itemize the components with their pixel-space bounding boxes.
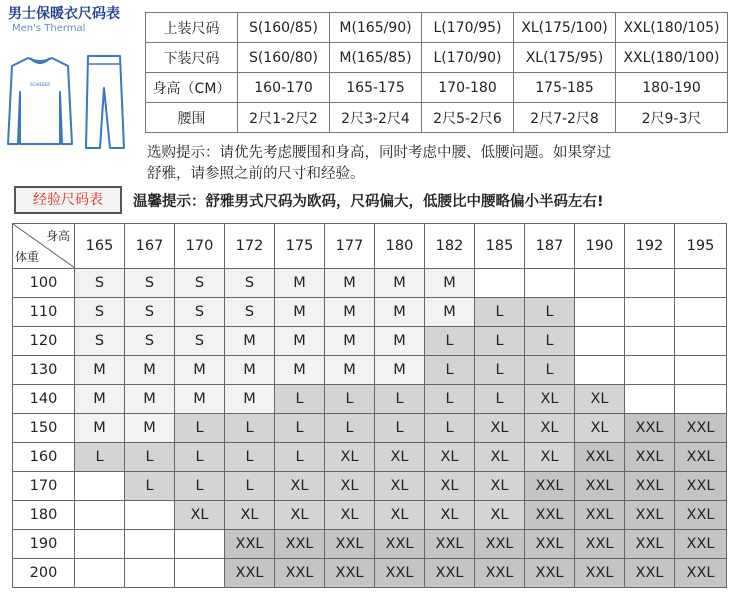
size-cell: XXL — [425, 559, 475, 588]
size-chart-row-label: 腰围 — [146, 103, 238, 133]
size-cell: S — [175, 269, 225, 298]
size-chart-cell: L(170/95) — [422, 13, 514, 43]
size-cell: L — [475, 385, 525, 414]
size-cell: XXL — [625, 414, 675, 443]
size-chart-row-label: 下装尺码 — [146, 43, 238, 73]
size-cell: M — [75, 414, 125, 443]
size-cell: M — [425, 269, 475, 298]
height-header: 177 — [325, 224, 375, 269]
brand-header — [8, 6, 140, 35]
size-cell: XXL — [675, 501, 727, 530]
height-header: 190 — [575, 224, 625, 269]
size-cell: S — [125, 298, 175, 327]
size-cell: XXL — [625, 472, 675, 501]
size-cell: XL — [425, 443, 475, 472]
size-cell — [675, 356, 727, 385]
size-cell — [175, 559, 225, 588]
experience-row — [13, 559, 727, 588]
size-cell: M — [325, 327, 375, 356]
height-header: 172 — [225, 224, 275, 269]
weight-header: 140 — [13, 385, 75, 414]
size-cell — [125, 501, 175, 530]
size-cell — [125, 559, 175, 588]
size-cell: M — [325, 298, 375, 327]
size-cell: XXL — [525, 501, 575, 530]
size-chart-cell: 165-175 — [330, 73, 422, 103]
purchase-tip — [147, 143, 742, 185]
size-cell: L — [525, 298, 575, 327]
brand-title: 男士保暖衣尺码表 — [8, 6, 120, 22]
height-header: 180 — [375, 224, 425, 269]
size-cell: M — [275, 327, 325, 356]
size-cell: XXL — [475, 530, 525, 559]
corner-cell — [13, 224, 75, 269]
size-cell: M — [225, 385, 275, 414]
experience-row — [13, 269, 727, 298]
size-cell: XL — [525, 385, 575, 414]
experience-row — [13, 472, 727, 501]
size-cell: S — [225, 298, 275, 327]
size-cell: M — [275, 356, 325, 385]
size-cell: L — [225, 443, 275, 472]
height-header: 175 — [275, 224, 325, 269]
experience-row — [13, 443, 727, 472]
size-cell: XXL — [325, 530, 375, 559]
size-cell: XL — [275, 501, 325, 530]
size-chart-cell: L(170/90) — [422, 43, 514, 73]
height-header: 185 — [475, 224, 525, 269]
size-cell — [675, 298, 727, 327]
size-cell: XL — [475, 501, 525, 530]
size-cell: L — [425, 327, 475, 356]
purchase-tip-line1: 选购提示：请优先考虑腰围和身高，同时考虑中腰、低腰问题。如果穿过 — [147, 145, 611, 161]
size-cell: XL — [575, 385, 625, 414]
size-cell: L — [325, 385, 375, 414]
size-cell — [625, 327, 675, 356]
height-header: 167 — [125, 224, 175, 269]
size-cell — [575, 269, 625, 298]
size-cell: XL — [475, 443, 525, 472]
size-cell: XXL — [475, 559, 525, 588]
size-cell: XL — [525, 414, 575, 443]
size-cell — [75, 530, 125, 559]
size-cell: XXL — [625, 530, 675, 559]
size-chart-row-label: 上装尺码 — [146, 13, 238, 43]
size-chart-cell: 2尺3-2尺4 — [330, 103, 422, 133]
size-cell: XL — [175, 501, 225, 530]
size-cell — [575, 356, 625, 385]
corner-weight-label: 体重 — [15, 250, 40, 264]
size-cell: M — [425, 298, 475, 327]
size-cell: XL — [575, 414, 625, 443]
brand-subtitle: Men's Thermal — [12, 23, 86, 34]
size-chart-cell: M(165/85) — [330, 43, 422, 73]
size-cell: M — [225, 327, 275, 356]
size-cell: L — [375, 414, 425, 443]
size-chart-row — [146, 13, 728, 43]
height-header: 187 — [525, 224, 575, 269]
weight-header: 170 — [13, 472, 75, 501]
size-chart-cell: 170-180 — [422, 73, 514, 103]
size-cell: XL — [425, 501, 475, 530]
size-cell: XXL — [675, 443, 727, 472]
size-cell — [575, 327, 625, 356]
weight-header: 180 — [13, 501, 75, 530]
size-cell: M — [125, 414, 175, 443]
size-chart-cell: S(160/80) — [238, 43, 330, 73]
experience-row — [13, 385, 727, 414]
size-cell: M — [225, 356, 275, 385]
size-cell: L — [175, 443, 225, 472]
size-chart-cell: XL(175/95) — [514, 43, 616, 73]
size-cell: XXL — [575, 530, 625, 559]
size-cell: XXL — [625, 443, 675, 472]
size-cell: M — [375, 298, 425, 327]
size-cell: S — [175, 327, 225, 356]
size-cell: XL — [375, 443, 425, 472]
size-cell: M — [325, 356, 375, 385]
size-chart-cell: 2尺5-2尺6 — [422, 103, 514, 133]
size-chart-cell: 175-185 — [514, 73, 616, 103]
thermal-clothing-illustration — [6, 52, 136, 152]
size-cell: XXL — [225, 559, 275, 588]
size-cell: L — [475, 298, 525, 327]
size-cell: L — [275, 414, 325, 443]
size-cell: S — [75, 298, 125, 327]
experience-chart-label: 经验尺码表 — [14, 186, 122, 214]
size-cell: XXL — [325, 559, 375, 588]
size-cell — [525, 269, 575, 298]
height-header: 170 — [175, 224, 225, 269]
weight-header: 100 — [13, 269, 75, 298]
size-chart-row — [146, 103, 728, 133]
size-cell: L — [325, 414, 375, 443]
size-cell: M — [175, 385, 225, 414]
size-chart-cell: S(160/85) — [238, 13, 330, 43]
size-cell: L — [125, 472, 175, 501]
size-cell: XL — [275, 472, 325, 501]
height-header: 195 — [675, 224, 727, 269]
size-cell: XXL — [675, 530, 727, 559]
experience-size-table — [12, 223, 727, 588]
size-cell: M — [75, 356, 125, 385]
size-cell — [625, 385, 675, 414]
size-cell: XXL — [525, 559, 575, 588]
size-cell: XXL — [675, 559, 727, 588]
size-cell: XL — [475, 414, 525, 443]
size-cell: L — [425, 385, 475, 414]
size-cell: XL — [425, 472, 475, 501]
size-cell: XXL — [525, 472, 575, 501]
size-chart-cell: 2尺1-2尺2 — [238, 103, 330, 133]
size-cell: XXL — [275, 530, 325, 559]
size-cell: L — [125, 443, 175, 472]
weight-header: 160 — [13, 443, 75, 472]
size-cell: S — [75, 269, 125, 298]
size-cell — [575, 298, 625, 327]
size-chart-row-label: 身高（CM） — [146, 73, 238, 103]
size-cell: M — [125, 385, 175, 414]
size-cell — [675, 385, 727, 414]
weight-header: 130 — [13, 356, 75, 385]
size-cell: XXL — [225, 530, 275, 559]
size-cell — [675, 327, 727, 356]
experience-row — [13, 530, 727, 559]
size-cell: L — [225, 472, 275, 501]
size-chart-cell: XL(175/100) — [514, 13, 616, 43]
size-cell: XXL — [575, 443, 625, 472]
size-cell: L — [225, 414, 275, 443]
size-cell: XL — [475, 472, 525, 501]
size-cell — [75, 559, 125, 588]
size-chart-cell: XXL(180/105) — [616, 13, 728, 43]
size-cell: L — [275, 443, 325, 472]
height-header: 192 — [625, 224, 675, 269]
size-cell: S — [125, 327, 175, 356]
size-cell: M — [325, 269, 375, 298]
size-cell: M — [375, 269, 425, 298]
warm-tip: 温馨提示：舒雅男式尺码为欧码，尺码偏大，低腰比中腰略偏小半码左右! — [133, 194, 604, 210]
size-cell: XXL — [575, 559, 625, 588]
size-cell: L — [175, 472, 225, 501]
size-cell: XXL — [425, 530, 475, 559]
weight-header: 150 — [13, 414, 75, 443]
experience-header-row — [13, 224, 727, 269]
size-cell: L — [475, 327, 525, 356]
size-cell: M — [175, 356, 225, 385]
size-cell: L — [525, 356, 575, 385]
size-cell: L — [475, 356, 525, 385]
shirt-logo: SCHIEBER — [30, 82, 51, 87]
height-header: 165 — [75, 224, 125, 269]
size-cell: XXL — [625, 501, 675, 530]
size-cell: XXL — [675, 414, 727, 443]
size-cell — [625, 356, 675, 385]
size-cell: L — [175, 414, 225, 443]
experience-row — [13, 298, 727, 327]
size-cell: XXL — [625, 559, 675, 588]
size-cell: L — [425, 356, 475, 385]
size-chart-row — [146, 43, 728, 73]
size-cell: XXL — [675, 472, 727, 501]
size-cell: XXL — [275, 559, 325, 588]
size-cell: L — [525, 327, 575, 356]
size-cell: XL — [225, 501, 275, 530]
size-cell — [625, 269, 675, 298]
size-cell: XL — [325, 472, 375, 501]
size-cell: XXL — [575, 501, 625, 530]
size-cell: S — [225, 269, 275, 298]
purchase-tip-line2: 舒雅，请参照之前的尺寸和经验。 — [147, 166, 365, 182]
size-cell — [625, 298, 675, 327]
size-cell: XL — [325, 443, 375, 472]
size-chart-cell: 180-190 — [616, 73, 728, 103]
size-cell — [675, 269, 727, 298]
size-cell: M — [375, 327, 425, 356]
size-cell — [125, 530, 175, 559]
size-cell: L — [275, 385, 325, 414]
size-cell: XXL — [375, 530, 425, 559]
size-cell: XL — [525, 443, 575, 472]
size-cell: XL — [325, 501, 375, 530]
size-cell: L — [375, 385, 425, 414]
weight-header: 190 — [13, 530, 75, 559]
size-chart-cell: 2尺7-2尺8 — [514, 103, 616, 133]
weight-header: 110 — [13, 298, 75, 327]
experience-row — [13, 501, 727, 530]
size-cell — [75, 501, 125, 530]
size-cell: XL — [375, 472, 425, 501]
size-chart-cell: XXL(180/100) — [616, 43, 728, 73]
size-cell: M — [275, 298, 325, 327]
size-chart-cell: 160-170 — [238, 73, 330, 103]
experience-row — [13, 356, 727, 385]
size-cell — [475, 269, 525, 298]
size-cell: S — [175, 298, 225, 327]
size-cell: XXL — [375, 559, 425, 588]
size-cell — [175, 530, 225, 559]
size-cell: L — [75, 443, 125, 472]
experience-row — [13, 414, 727, 443]
size-cell: XL — [375, 501, 425, 530]
height-header: 182 — [425, 224, 475, 269]
corner-height-label: 身高 — [45, 229, 70, 243]
size-cell: L — [425, 414, 475, 443]
size-chart-row — [146, 73, 728, 103]
weight-header: 120 — [13, 327, 75, 356]
size-chart-cell: 2尺9-3尺 — [616, 103, 728, 133]
size-chart-table — [145, 12, 728, 133]
size-cell: M — [275, 269, 325, 298]
size-cell: S — [75, 327, 125, 356]
size-cell: M — [375, 356, 425, 385]
size-cell: M — [125, 356, 175, 385]
size-cell: XXL — [525, 530, 575, 559]
size-cell: XXL — [575, 472, 625, 501]
size-cell: S — [125, 269, 175, 298]
size-chart-cell: M(165/90) — [330, 13, 422, 43]
weight-header: 200 — [13, 559, 75, 588]
size-cell — [75, 472, 125, 501]
experience-row — [13, 327, 727, 356]
size-cell: M — [75, 385, 125, 414]
